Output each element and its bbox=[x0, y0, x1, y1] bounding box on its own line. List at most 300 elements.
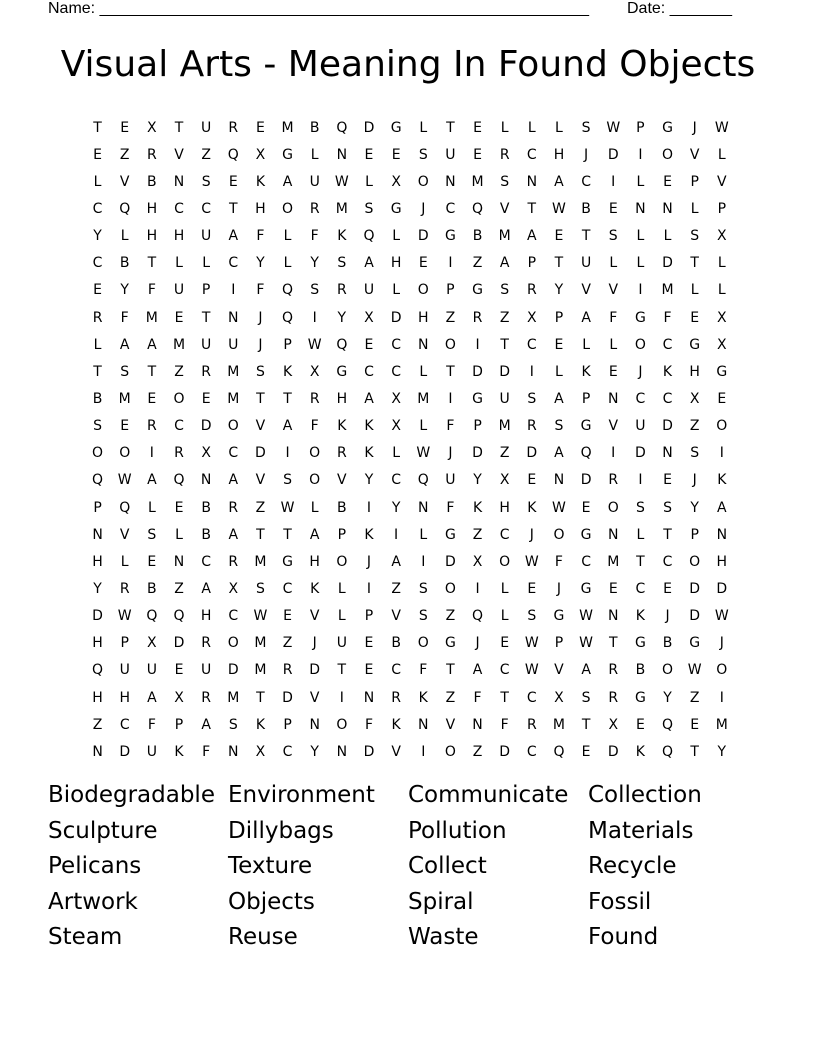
grid-letter: P bbox=[120, 635, 129, 652]
grid-letter: Q bbox=[282, 282, 294, 299]
grid-letter: G bbox=[553, 608, 565, 625]
grid-letter: Y bbox=[120, 282, 129, 299]
grid-letter: C bbox=[526, 743, 537, 760]
grid-letter: Z bbox=[499, 309, 510, 326]
grid-letter: E bbox=[120, 418, 130, 435]
grid-letter: N bbox=[445, 173, 456, 190]
grid-letter: J bbox=[421, 200, 426, 217]
grid-letter: P bbox=[581, 390, 591, 407]
grid-letter: I bbox=[421, 553, 426, 570]
grid-letter: G bbox=[336, 363, 348, 380]
grid-letter: O bbox=[92, 445, 104, 462]
grid-letter: K bbox=[472, 499, 483, 516]
grid-letter: D bbox=[119, 743, 131, 760]
grid-letter: D bbox=[282, 689, 293, 706]
grid-letter: N bbox=[336, 146, 348, 163]
grid-letter: Z bbox=[445, 309, 456, 326]
grid-letter: V bbox=[174, 146, 184, 163]
grid-letter: Q bbox=[472, 200, 484, 217]
grid-letter: S bbox=[283, 472, 292, 489]
grid-letter: K bbox=[635, 608, 645, 625]
grid-letter: S bbox=[554, 418, 564, 435]
grid-letter: D bbox=[363, 743, 375, 760]
grid-letter: D bbox=[227, 662, 239, 679]
grid-letter: A bbox=[228, 228, 239, 245]
grid-letter: Y bbox=[337, 309, 347, 326]
grid-letter: E bbox=[608, 580, 618, 597]
grid-letter: C bbox=[119, 716, 130, 733]
grid-letter: W bbox=[280, 499, 295, 516]
grid-letter: G bbox=[444, 228, 456, 245]
grid-letter: C bbox=[201, 200, 212, 217]
grid-letter: X bbox=[147, 635, 157, 652]
grid-letter: S bbox=[663, 499, 672, 516]
grid-letter: M bbox=[254, 662, 267, 679]
grid-letter: K bbox=[418, 689, 428, 706]
grid-letter: E bbox=[608, 200, 618, 217]
grid-letter: L bbox=[555, 363, 563, 380]
grid-letter: A bbox=[282, 418, 293, 435]
grid-letter: O bbox=[119, 445, 131, 462]
grid-letter: H bbox=[390, 255, 402, 272]
grid-letter: M bbox=[172, 336, 186, 353]
grid-letter: F bbox=[473, 689, 482, 706]
grid-letter: N bbox=[228, 309, 239, 326]
grid-letter: E bbox=[581, 743, 591, 760]
grid-letter: X bbox=[391, 418, 401, 435]
grid-letter: H bbox=[200, 608, 212, 625]
grid-letter: I bbox=[149, 445, 154, 462]
grid-letter: F bbox=[419, 662, 428, 679]
grid-letter: B bbox=[147, 173, 157, 190]
grid-letter: X bbox=[717, 336, 727, 353]
grid-letter: B bbox=[309, 119, 320, 136]
word-list-item: Recycle bbox=[588, 853, 677, 879]
grid-letter: L bbox=[500, 608, 509, 625]
grid-letter: D bbox=[607, 743, 619, 760]
grid-letter: R bbox=[608, 689, 619, 706]
grid-letter: J bbox=[665, 608, 670, 625]
grid-letter: A bbox=[201, 580, 211, 597]
grid-letter: X bbox=[391, 390, 401, 407]
grid-letter: E bbox=[283, 608, 292, 625]
grid-letter: G bbox=[634, 309, 646, 326]
grid-letter: L bbox=[582, 336, 590, 353]
grid-letter: E bbox=[364, 662, 374, 679]
grid-letter: Z bbox=[282, 635, 293, 652]
grid-letter: Z bbox=[499, 445, 510, 462]
grid-letter: B bbox=[337, 499, 347, 516]
grid-letter: J bbox=[448, 445, 453, 462]
grid-letter: P bbox=[717, 200, 727, 217]
grid-letter: D bbox=[390, 309, 402, 326]
grid-letter: E bbox=[473, 119, 482, 136]
grid-letter: P bbox=[690, 173, 699, 190]
word-search-grid bbox=[84, 114, 735, 765]
grid-letter: M bbox=[552, 716, 565, 733]
grid-letter: W bbox=[606, 119, 621, 136]
grid-letter: U bbox=[201, 662, 212, 679]
grid-letter: W bbox=[579, 608, 594, 625]
grid-letter: G bbox=[282, 146, 293, 163]
grid-letter: S bbox=[201, 173, 211, 190]
grid-letter: K bbox=[337, 418, 347, 435]
grid-letter: D bbox=[662, 418, 673, 435]
grid-letter: L bbox=[120, 553, 129, 570]
grid-letter: C bbox=[228, 608, 239, 625]
grid-letter: S bbox=[581, 119, 591, 136]
grid-letter: V bbox=[608, 418, 619, 435]
grid-letter: R bbox=[228, 553, 239, 570]
grid-letter: Q bbox=[580, 445, 592, 462]
grid-letter: B bbox=[201, 526, 211, 543]
grid-letter: E bbox=[663, 580, 672, 597]
grid-letter: D bbox=[445, 553, 456, 570]
grid-letter: T bbox=[608, 635, 618, 652]
grid-letter: N bbox=[418, 499, 429, 516]
grid-letter: W bbox=[714, 119, 729, 136]
date-field[interactable]: Date: _______ bbox=[627, 0, 732, 17]
grid-letter: E bbox=[228, 173, 238, 190]
grid-letter: K bbox=[364, 418, 374, 435]
grid-letter: A bbox=[364, 390, 374, 407]
grid-letter: J bbox=[638, 363, 643, 380]
grid-letter: Y bbox=[256, 255, 265, 272]
grid-letter: N bbox=[363, 689, 375, 706]
grid-letter: M bbox=[145, 309, 158, 326]
grid-letter: J bbox=[692, 119, 697, 136]
word-list-item: Sculpture bbox=[48, 817, 158, 844]
grid-letter: I bbox=[529, 363, 534, 380]
grid-letter: C bbox=[499, 662, 510, 679]
grid-letter: S bbox=[93, 418, 103, 435]
grid-letter: E bbox=[364, 336, 374, 353]
grid-letter: A bbox=[391, 553, 401, 570]
grid-letter: R bbox=[201, 363, 211, 380]
grid-letter: U bbox=[173, 282, 185, 299]
grid-letter: S bbox=[310, 282, 320, 299]
grid-letter: S bbox=[635, 499, 645, 516]
grid-letter: V bbox=[581, 282, 591, 299]
grid-letter: R bbox=[309, 390, 320, 407]
grid-letter: N bbox=[608, 608, 619, 625]
grid-letter: L bbox=[120, 228, 129, 245]
grid-letter: S bbox=[527, 390, 537, 407]
grid-letter: V bbox=[499, 200, 510, 217]
grid-letter: O bbox=[553, 526, 565, 543]
grid-letter: L bbox=[636, 255, 645, 272]
grid-letter: T bbox=[201, 309, 211, 326]
grid-letter: L bbox=[147, 499, 156, 516]
grid-letter: O bbox=[417, 282, 429, 299]
grid-letter: Q bbox=[472, 608, 484, 625]
grid-letter: K bbox=[337, 228, 347, 245]
grid-letter: I bbox=[366, 499, 372, 516]
grid-letter: V bbox=[309, 608, 320, 625]
grid-letter: C bbox=[92, 200, 103, 217]
grid-letter: F bbox=[446, 499, 455, 516]
grid-letter: T bbox=[147, 255, 157, 272]
grid-letter: S bbox=[500, 282, 510, 299]
grid-letter: B bbox=[581, 200, 591, 217]
grid-letter: H bbox=[309, 553, 320, 570]
grid-letter: X bbox=[608, 716, 619, 733]
grid-letter: L bbox=[500, 119, 509, 136]
grid-letter: G bbox=[580, 580, 592, 597]
grid-letter: Z bbox=[391, 580, 401, 597]
grid-letter: A bbox=[228, 526, 239, 543]
grid-letter: I bbox=[366, 580, 372, 597]
grid-letter: N bbox=[92, 743, 103, 760]
grid-letter: F bbox=[310, 418, 319, 435]
grid-letter: C bbox=[391, 363, 401, 380]
word-list-item: Reuse bbox=[228, 924, 298, 950]
grid-letter: N bbox=[526, 173, 538, 190]
grid-letter: A bbox=[119, 336, 130, 353]
grid-letter: H bbox=[255, 200, 266, 217]
grid-letter: E bbox=[527, 472, 537, 489]
word-list-item: Communicate bbox=[408, 782, 569, 808]
grid-letter: I bbox=[638, 472, 643, 489]
grid-letter: D bbox=[580, 472, 592, 489]
grid-letter: A bbox=[364, 255, 374, 272]
grid-letter: E bbox=[554, 336, 564, 353]
grid-letter: J bbox=[584, 146, 589, 163]
grid-letter: S bbox=[228, 716, 238, 733]
grid-letter: P bbox=[337, 526, 347, 543]
grid-letter: F bbox=[500, 716, 509, 733]
grid-letter: J bbox=[312, 635, 317, 652]
grid-letter: T bbox=[500, 336, 509, 353]
grid-letter: M bbox=[498, 418, 511, 435]
grid-letter: T bbox=[446, 363, 455, 380]
grid-letter: L bbox=[283, 228, 292, 245]
grid-letter: R bbox=[119, 580, 130, 597]
grid-letter: O bbox=[309, 472, 321, 489]
grid-letter: X bbox=[472, 553, 483, 570]
grid-letter: D bbox=[499, 363, 511, 380]
grid-letter: L bbox=[392, 282, 401, 299]
grid-letter: T bbox=[581, 228, 591, 245]
grid-letter: R bbox=[146, 418, 157, 435]
grid-letter: E bbox=[418, 255, 428, 272]
grid-letter: X bbox=[309, 363, 320, 380]
grid-letter: Z bbox=[689, 689, 700, 706]
grid-letter: H bbox=[499, 499, 510, 516]
grid-letter: W bbox=[117, 472, 132, 489]
grid-letter: N bbox=[336, 743, 348, 760]
grid-letter: L bbox=[609, 336, 618, 353]
grid-letter: Q bbox=[336, 336, 348, 353]
grid-letter: S bbox=[147, 526, 157, 543]
grid-letter: G bbox=[390, 119, 402, 136]
grid-letter: G bbox=[472, 282, 483, 299]
grid-letter: L bbox=[310, 499, 319, 516]
grid-letter: W bbox=[714, 608, 729, 625]
grid-letter: C bbox=[581, 173, 591, 190]
grid-letter: C bbox=[635, 390, 646, 407]
grid-letter: N bbox=[662, 200, 673, 217]
grid-letter: T bbox=[690, 743, 699, 760]
grid-letter: H bbox=[146, 200, 158, 217]
grid-letter: G bbox=[472, 390, 483, 407]
grid-letter: C bbox=[228, 255, 239, 272]
grid-letter: U bbox=[201, 228, 212, 245]
grid-letter: L bbox=[310, 146, 319, 163]
grid-letter: M bbox=[661, 282, 674, 299]
grid-letter: F bbox=[609, 309, 618, 326]
grid-letter: M bbox=[254, 553, 267, 570]
grid-letter: V bbox=[255, 418, 266, 435]
grid-letter: A bbox=[147, 689, 157, 706]
grid-letter: Q bbox=[92, 472, 104, 489]
grid-letter: E bbox=[120, 119, 130, 136]
grid-letter: B bbox=[92, 390, 103, 407]
grid-letter: L bbox=[202, 255, 211, 272]
grid-letter: A bbox=[554, 173, 564, 190]
grid-letter: A bbox=[554, 390, 564, 407]
grid-letter: I bbox=[421, 743, 426, 760]
grid-letter: P bbox=[690, 526, 699, 543]
grid-letter: I bbox=[339, 689, 344, 706]
grid-letter: C bbox=[391, 662, 401, 679]
grid-letter: X bbox=[255, 743, 266, 760]
grid-letter: Z bbox=[689, 418, 700, 435]
grid-letter: N bbox=[553, 472, 565, 489]
grid-letter: T bbox=[93, 119, 102, 136]
grid-letter: R bbox=[526, 716, 537, 733]
grid-letter: P bbox=[473, 418, 482, 435]
grid-letter: L bbox=[636, 228, 645, 245]
grid-letter: D bbox=[526, 445, 538, 462]
grid-letter: E bbox=[147, 553, 157, 570]
grid-letter: A bbox=[527, 228, 537, 245]
grid-letter: K bbox=[364, 526, 374, 543]
grid-letter: L bbox=[527, 119, 536, 136]
grid-letter: N bbox=[228, 743, 239, 760]
grid-letter: C bbox=[581, 553, 591, 570]
grid-letter: T bbox=[663, 526, 672, 543]
grid-letter: R bbox=[174, 445, 184, 462]
grid-letter: I bbox=[394, 526, 399, 543]
grid-letter: V bbox=[391, 608, 401, 625]
grid-letter: H bbox=[417, 309, 429, 326]
grid-letter: U bbox=[201, 119, 212, 136]
grid-letter: I bbox=[611, 173, 616, 190]
grid-letter: K bbox=[391, 716, 401, 733]
grid-letter: X bbox=[364, 309, 374, 326]
grid-letter: Q bbox=[92, 662, 104, 679]
grid-letter: N bbox=[635, 200, 646, 217]
grid-letter: I bbox=[448, 255, 453, 272]
grid-letter: Z bbox=[174, 580, 184, 597]
grid-letter: F bbox=[256, 282, 265, 299]
grid-letter: R bbox=[526, 282, 537, 299]
grid-letter: Y bbox=[391, 499, 401, 516]
grid-letter: E bbox=[174, 662, 184, 679]
grid-letter: M bbox=[118, 390, 131, 407]
grid-letter: M bbox=[417, 390, 430, 407]
grid-letter: I bbox=[285, 445, 290, 462]
grid-letter: X bbox=[717, 228, 727, 245]
grid-letter: N bbox=[173, 173, 185, 190]
grid-letter: A bbox=[554, 445, 564, 462]
grid-letter: E bbox=[174, 309, 184, 326]
grid-letter: N bbox=[608, 526, 619, 543]
grid-letter: O bbox=[716, 418, 728, 435]
grid-letter: G bbox=[689, 336, 701, 353]
grid-letter: Q bbox=[173, 608, 185, 625]
grid-letter: K bbox=[717, 472, 727, 489]
page-title: Visual Arts - Meaning In Found Objects bbox=[60, 44, 756, 85]
grid-letter: K bbox=[635, 743, 645, 760]
grid-letter: C bbox=[526, 336, 537, 353]
grid-letter: Z bbox=[92, 716, 103, 733]
grid-letter: Q bbox=[146, 608, 158, 625]
grid-letter: P bbox=[364, 608, 374, 625]
grid-letter: F bbox=[120, 309, 129, 326]
word-list-item: Materials bbox=[588, 817, 694, 844]
grid-letter: T bbox=[174, 119, 184, 136]
grid-letter: A bbox=[717, 499, 727, 516]
grid-letter: N bbox=[716, 526, 728, 543]
grid-letter: G bbox=[444, 526, 456, 543]
grid-letter: U bbox=[580, 255, 592, 272]
grid-letter: H bbox=[92, 553, 103, 570]
grid-letter: E bbox=[608, 363, 618, 380]
grid-letter: O bbox=[227, 418, 239, 435]
grid-letter: N bbox=[418, 716, 429, 733]
grid-letter: J bbox=[258, 309, 263, 326]
grid-letter: W bbox=[579, 635, 594, 652]
grid-letter: L bbox=[636, 526, 645, 543]
grid-letter: R bbox=[499, 146, 510, 163]
grid-letter: B bbox=[119, 255, 130, 272]
grid-letter: U bbox=[336, 635, 347, 652]
grid-letter: I bbox=[719, 689, 724, 706]
grid-letter: P bbox=[174, 716, 184, 733]
grid-letter: M bbox=[254, 635, 267, 652]
grid-letter: F bbox=[147, 282, 156, 299]
word-list-item: Biodegradable bbox=[48, 782, 215, 808]
grid-letter: O bbox=[173, 390, 185, 407]
grid-letter: L bbox=[365, 173, 373, 190]
name-field[interactable]: Name: _______________________________________________________ bbox=[48, 0, 589, 17]
grid-letter: R bbox=[92, 309, 103, 326]
grid-letter: T bbox=[581, 716, 591, 733]
grid-letter: U bbox=[363, 282, 375, 299]
grid-letter: U bbox=[119, 662, 130, 679]
grid-letter: J bbox=[719, 635, 724, 652]
grid-letter: T bbox=[256, 526, 265, 543]
grid-letter: U bbox=[445, 146, 456, 163]
grid-letter: R bbox=[336, 282, 347, 299]
grid-letter: K bbox=[174, 743, 184, 760]
grid-letter: A bbox=[201, 716, 211, 733]
grid-letter: A bbox=[499, 255, 510, 272]
grid-letter: C bbox=[174, 418, 184, 435]
grid-letter: L bbox=[337, 580, 346, 597]
grid-letter: O bbox=[336, 716, 348, 733]
grid-letter: V bbox=[689, 146, 700, 163]
grid-letter: E bbox=[527, 580, 537, 597]
grid-letter: S bbox=[255, 580, 265, 597]
grid-letter: Q bbox=[227, 146, 239, 163]
grid-letter: N bbox=[608, 390, 619, 407]
grid-letter: M bbox=[715, 716, 728, 733]
grid-letter: O bbox=[689, 553, 701, 570]
grid-letter: L bbox=[419, 418, 428, 435]
